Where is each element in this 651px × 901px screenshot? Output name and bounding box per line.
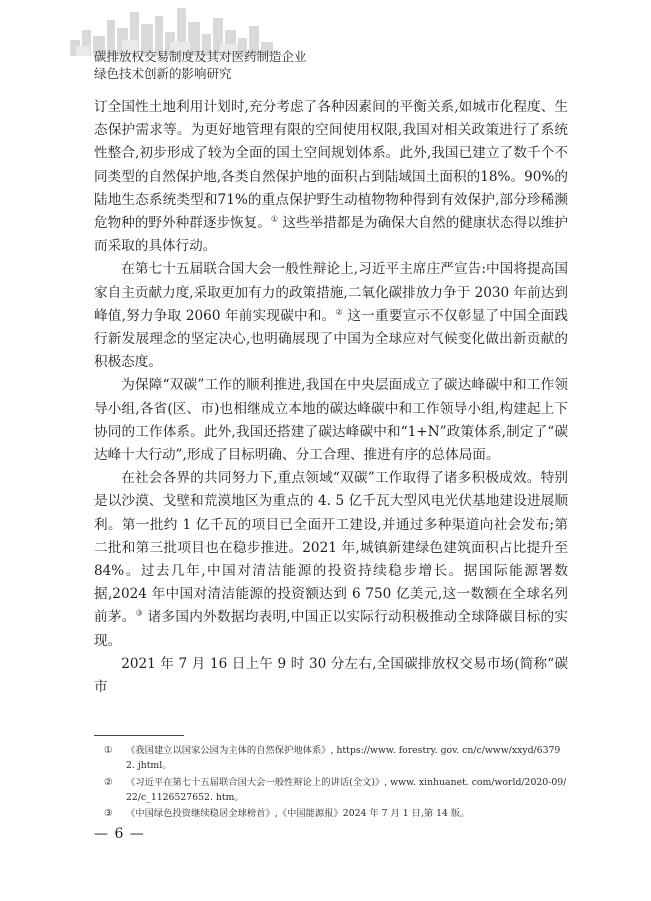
running-header [94, 48, 307, 82]
footnote-mark: ② [104, 776, 113, 788]
paragraph-text: 2021 年 7 月 16 日上午 9 时 30 分左右,全国碳排放权交易市场(简称“碳市 [94, 655, 568, 696]
paragraph-text: 这些举措都是为确保大自然的健康状态得以维护而采取的具体行动。 [94, 215, 569, 255]
paragraph-text: 在社会各界的共同努力下,重点领域“双碳”工作取得了诸多积极成效。特别是以沙漠、戈壁和荒漠地区为重点的 4. 5 亿千瓦大型风电光伏基地建设进展顺利。第一批约 1 亿千瓦的项目已全面开工建设,并通过多种渠道向社会发布;第二批和第三批项目也在稳步推进。2021 年,城镇新建绿色建筑面积占比提升至 84%。过去几年,中国对清洁能源的投资持续稳步增长。据国际能源署数据,2024 年中国对清洁能源的投资额达到 6 750 亿美元,这一数额在全球名列前茅。 [94, 470, 568, 626]
paragraph-3 [94, 374, 568, 467]
paragraph-4 [94, 467, 568, 653]
footnote-2 [94, 775, 568, 806]
footnote-text: 《习近平在第七十五届联合国大会一般性辩论上的讲话(全文)》, www. xinhuanet. com/world/2020-09/22/c_1126527652. htm。 [126, 776, 567, 803]
paragraph-text: 这一重要宣示不仅彰显了中国全面践行新发展理念的坚定决心,也明确展现了中国为全球应对气候变化做出新贡献的积极态度。 [94, 307, 569, 371]
paragraph-text: 诸多国内外数据均表明,中国正以实际行动积极推动全球降碳目标的实现。 [94, 609, 569, 649]
footnote-mark: ③ [104, 808, 113, 820]
footnote-text: 《中国绿色投资继续稳居全球榜首》,《中国能源报》2024 年 7 月 1 日,第 14 版。 [126, 808, 470, 820]
footnote-text: 《我国建立以国家公园为主体的自然保护地体系》, https://www. forestry. gov. cn/c/www/xxyd/63792. jhtml。 [126, 745, 561, 772]
footnote-ref-3: ③ [135, 608, 144, 618]
paragraph-text: 订全国性土地利用计划时,充分考虑了各种因素间的平衡关系,如城市化程度、生态保护需求等。为更好地管理有限的空间使用权限,我国对相关政策进行了系统性整合,初步形成了较为全面的国土空间规划体系。此外,我国已建立了数千个不同类型的自然保护地,各类自然保护地的面积占到陆域国土面积的18%。90%的陆地生态系统类型和71%的重点保护野生动植物物种得到有效保护,部分珍稀濒危物种的野外种群逐步恢复。 [94, 99, 568, 232]
page-number: — 6 — [94, 826, 145, 842]
footnote-ref-1: ① [270, 214, 279, 224]
paragraph-5 [94, 653, 568, 699]
paragraph-text: 为保障“双碳”工作的顺利推进,我国在中央层面成立了碳达峰碳中和工作领导小组,各省(区、市)也相继成立本地的碳达峰碳中和工作领导小组,构建起上下协同的工作体系。此外,我国还搭建了碳达峰碳中和“1+N”政策体系,制定了“碳达峰十大行动”,形成了目标明确、分工合理、推进有序的总体局面。 [94, 377, 568, 464]
paragraph-1 [94, 96, 568, 258]
paragraph-2 [94, 258, 568, 374]
footnote-divider [94, 735, 184, 736]
header-title-line-2: 绿色技术创新的影响研究 [94, 66, 232, 81]
footnotes [94, 743, 568, 822]
header-title-line-1: 碳排放权交易制度及其对医药制造企业 [94, 49, 307, 64]
body-text [94, 96, 568, 700]
footnote-ref-2: ② [335, 307, 343, 317]
footnote-mark: ① [104, 745, 113, 756]
footnote-3 [94, 806, 568, 821]
footnote-1 [94, 743, 568, 774]
paragraph-text: 在第七十五届联合国大会一般性辩论上,习近平主席庄严宣告:中国将提高国家自主贡献力度,采取更加有力的政策措施,二氧化碳排放力争于 2030 年前达到峰值,努力争取 2060 年前实现碳中和。 [94, 261, 568, 324]
